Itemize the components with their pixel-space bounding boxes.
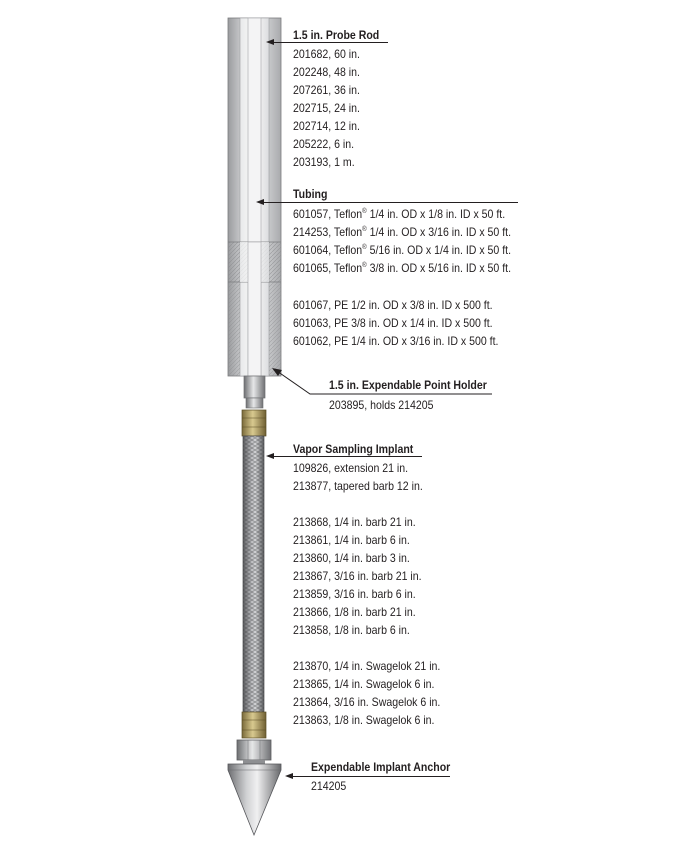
tubing-teflon-item: 214253, Teflon® 1/4 in. OD x 3/16 in. ID x 50 ft. (293, 225, 512, 239)
vapor-implant-item: 213861, 1/4 in. barb 6 in. (293, 533, 410, 547)
vapor-implant-title: Vapor Sampling Implant (293, 442, 414, 456)
point-holder-item: 203895, holds 214205 (329, 398, 434, 412)
leader-vapor-implant (272, 456, 422, 457)
vapor-implant-item: 213863, 1/8 in. Swagelok 6 in. (293, 713, 435, 727)
point-holder-title: 1.5 in. Expendable Point Holder (329, 378, 487, 392)
leader-anchor (291, 776, 450, 777)
tubing-title: Tubing (293, 187, 328, 201)
probe-rod-item: 201682, 60 in. (293, 47, 360, 61)
vapor-implant-item: 213867, 3/16 in. barb 21 in. (293, 569, 422, 583)
probe-rod-item: 207261, 36 in. (293, 83, 360, 97)
tubing-teflon-item: 601057, Teflon® 1/4 in. OD x 1/8 in. ID x 50 ft. (293, 207, 506, 221)
vapor-implant-item: 213860, 1/4 in. barb 3 in. (293, 551, 410, 565)
anchor-item: 214205 (311, 779, 347, 793)
tubing-teflon-item: 601065, Teflon® 3/8 in. OD x 5/16 in. ID x 50 ft. (293, 261, 512, 275)
vapor-implant-item: 213859, 3/16 in. barb 6 in. (293, 587, 416, 601)
vapor-implant-item: 213865, 1/4 in. Swagelok 6 in. (293, 677, 435, 691)
probe-rod-title: 1.5 in. Probe Rod (293, 28, 380, 42)
probe-rod-item: 205222, 6 in. (293, 137, 355, 151)
probe-rod-item: 202248, 48 in. (293, 65, 360, 79)
vapor-implant-item: 213864, 3/16 in. Swagelok 6 in. (293, 695, 441, 709)
vapor-implant-item: 213877, tapered barb 12 in. (293, 479, 423, 493)
anchor-title: Expendable Implant Anchor (311, 760, 451, 774)
vapor-implant-item: 213858, 1/8 in. barb 6 in. (293, 623, 410, 637)
probe-rod-item: 202714, 12 in. (293, 119, 360, 133)
tubing-pe-item: 601067, PE 1/2 in. OD x 3/8 in. ID x 500 ft. (293, 298, 493, 312)
tubing-pe-item: 601062, PE 1/4 in. OD x 3/16 in. ID x 500 ft. (293, 334, 499, 348)
tubing-pe-item: 601063, PE 3/8 in. OD x 1/4 in. ID x 500 ft. (293, 316, 493, 330)
probe-rod-item: 203193, 1 m. (293, 155, 355, 169)
tubing-teflon-item: 601064, Teflon® 5/16 in. OD x 1/4 in. ID x 50 ft. (293, 243, 512, 257)
probe-rod-item: 202715, 24 in. (293, 101, 360, 115)
vapor-implant-item: 109826, extension 21 in. (293, 461, 409, 475)
vapor-implant-item: 213866, 1/8 in. barb 21 in. (293, 605, 416, 619)
vapor-implant-item: 213870, 1/4 in. Swagelok 21 in. (293, 659, 441, 673)
vapor-implant-item: 213868, 1/4 in. barb 21 in. (293, 515, 416, 529)
